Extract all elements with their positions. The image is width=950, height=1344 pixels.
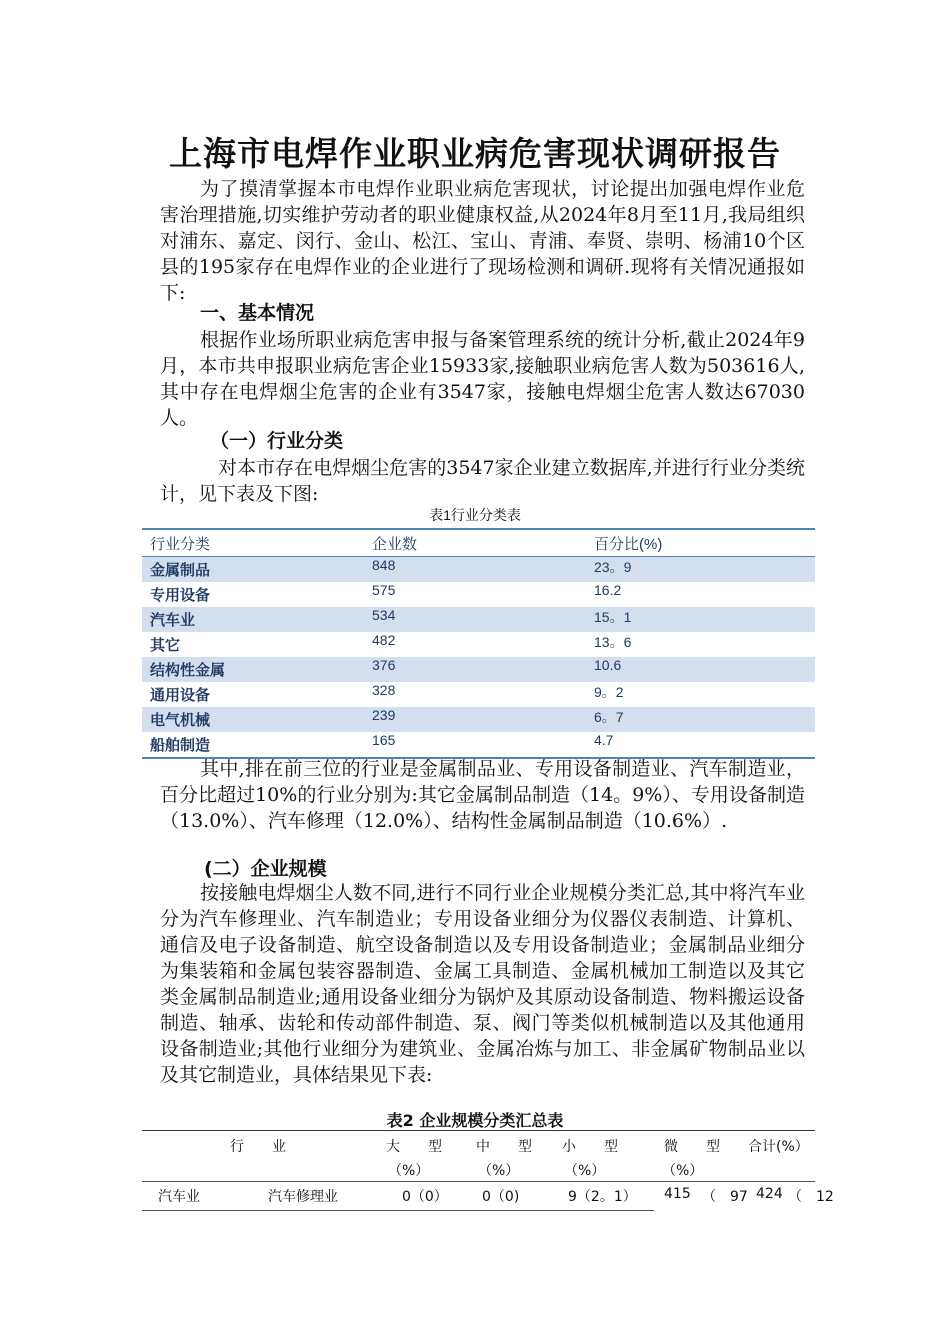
row-count: 376 xyxy=(364,657,586,682)
table-row xyxy=(142,582,815,607)
section1-heading: 一、基本情况 xyxy=(200,302,315,324)
row-percent: 9。2 xyxy=(594,684,624,700)
row-percent: 16.2 xyxy=(594,582,622,598)
table2-top-rule xyxy=(142,1130,815,1131)
intro-paragraph: 为了摸清掌握本市电焊作业职业病危害现状，讨论提出加强电焊作业危害治理措施,切实维护劳动者的职业健康权益,从2024年8月至11月,我局组织对浦东、嘉定、闵行、金山、松江、宝山、青浦、奉贤、崇明、杨浦10个区县的195家存在电焊作业的企业进行了现场检测和调研.现将有关情况通报如下: xyxy=(160,178,805,304)
row-large: 0（0） xyxy=(402,1189,448,1205)
header-small-pct: （%） xyxy=(564,1163,606,1179)
row-micro: 415 xyxy=(664,1186,691,1202)
row-count: 575 xyxy=(372,582,396,598)
row-count: 848 xyxy=(364,557,586,583)
table-row xyxy=(142,682,815,707)
industry-classification-paragraph: 对本市存在电焊烟尘危害的3547家企业建立数据库,并进行行业分类统计，见下表及下图: xyxy=(160,457,805,505)
row-percent: 13。6 xyxy=(594,634,632,650)
industry-table-header xyxy=(142,529,815,557)
row-micro-pct: （ 97 xyxy=(702,1189,748,1205)
header-industry: 行业分类 xyxy=(142,529,364,557)
row-percent: 23。9 xyxy=(586,557,815,583)
row-category: 其它 xyxy=(150,636,181,654)
table-row xyxy=(142,557,815,583)
table-row xyxy=(142,707,815,732)
header-count: 企业数 xyxy=(364,529,586,557)
row-category: 专用设备 xyxy=(150,586,211,604)
header-industry: 行 业 xyxy=(230,1139,286,1155)
row-count: 328 xyxy=(372,682,396,698)
industry-classification-heading: （一）行业分类 xyxy=(210,430,344,452)
header-medium: 中 型 xyxy=(476,1139,532,1155)
section1-paragraph: 根据作业场所职业病危害申报与备案管理系统的统计分析,截止2024年9月，本市共申报职业病危害企业15933家,接触职业病危害人数为503616人,其中存在电焊烟尘危害的企业有3547家，接触电焊烟尘危害人数达67030人。 xyxy=(160,329,805,429)
table2-header-rule xyxy=(142,1181,815,1182)
header-large: 大 型 xyxy=(386,1139,442,1155)
table-row xyxy=(142,732,815,758)
table2-row-rule xyxy=(142,1210,654,1211)
row-count: 534 xyxy=(364,607,586,632)
row-count: 165 xyxy=(364,732,586,758)
row-category: 结构性金属 xyxy=(142,657,364,682)
header-large-pct: （%） xyxy=(388,1163,430,1179)
enterprise-scale-paragraph: 按接触电焊烟尘人数不同,进行不同行业企业规模分类汇总,其中将汽车业分为汽车修理业、汽车制造业；专用设备业细分为仪器仪表制造、计算机、通信及电子设备制造、航空设备制造以及专用设备制造业；金属制品业细分为集装箱和金属包装容器制造、金属工具制造、金属机械加工制造以及其它类金属制品制造业;通用设备业细分为锅炉及其原动设备制造、物料搬运设备制造、轴承、齿轮和传动部件制造、泵、阀门等类似机械制造以及其他通用设备制造业;其他行业细分为建筑业、金属冶炼与加工、非金属矿物制品业以及其它制造业，具体结果见下表: xyxy=(160,882,805,1086)
table-row xyxy=(142,607,815,632)
header-total: 合计(%） xyxy=(748,1139,809,1155)
row-category: 通用设备 xyxy=(150,686,211,704)
row-total: 424 xyxy=(756,1186,783,1202)
row-count: 239 xyxy=(364,707,586,732)
header-micro: 微 型 xyxy=(664,1139,720,1155)
row-percent: 10.6 xyxy=(586,657,815,682)
row-industry: 汽车业 xyxy=(158,1189,200,1205)
header-medium-pct: （%） xyxy=(478,1163,520,1179)
row-subindustry: 汽车修理业 xyxy=(268,1189,338,1205)
row-small: 9（2。1） xyxy=(568,1189,637,1205)
row-count: 482 xyxy=(372,632,396,648)
table-row xyxy=(142,632,815,657)
row-percent: 6。7 xyxy=(586,707,815,732)
row-category: 汽车业 xyxy=(142,607,364,632)
table1-caption: 表1行业分类表 xyxy=(429,507,521,523)
header-small: 小 型 xyxy=(562,1139,618,1155)
row-total-pct: （ 12 xyxy=(788,1189,834,1205)
enterprise-scale-heading: (二）企业规模 xyxy=(204,858,327,880)
table-row xyxy=(142,657,815,682)
row-percent: 4.7 xyxy=(586,732,815,758)
table2-caption: 表2 企业规模分类汇总表 xyxy=(386,1111,564,1130)
header-micro-pct: （%） xyxy=(662,1163,704,1179)
page-title: 上海市电焊作业职业病危害现状调研报告 xyxy=(169,134,781,173)
row-percent: 15。1 xyxy=(586,607,815,632)
row-category: 电气机械 xyxy=(142,707,364,732)
industry-summary-paragraph: 其中,排在前三位的行业是金属制品业、专用设备制造业、汽车制造业，百分比超过10%的行业分别为:其它金属制品制造（14。9%）、专用设备制造（13.0%）、汽车修理（12.0%）、结构性金属制品制造（10.6%）. xyxy=(160,758,805,832)
industry-table xyxy=(142,528,815,759)
header-percent: 百分比(%) xyxy=(586,529,815,557)
row-category: 船舶制造 xyxy=(142,732,364,758)
row-medium: 0（0) xyxy=(482,1189,520,1205)
row-category: 金属制品 xyxy=(142,557,364,583)
